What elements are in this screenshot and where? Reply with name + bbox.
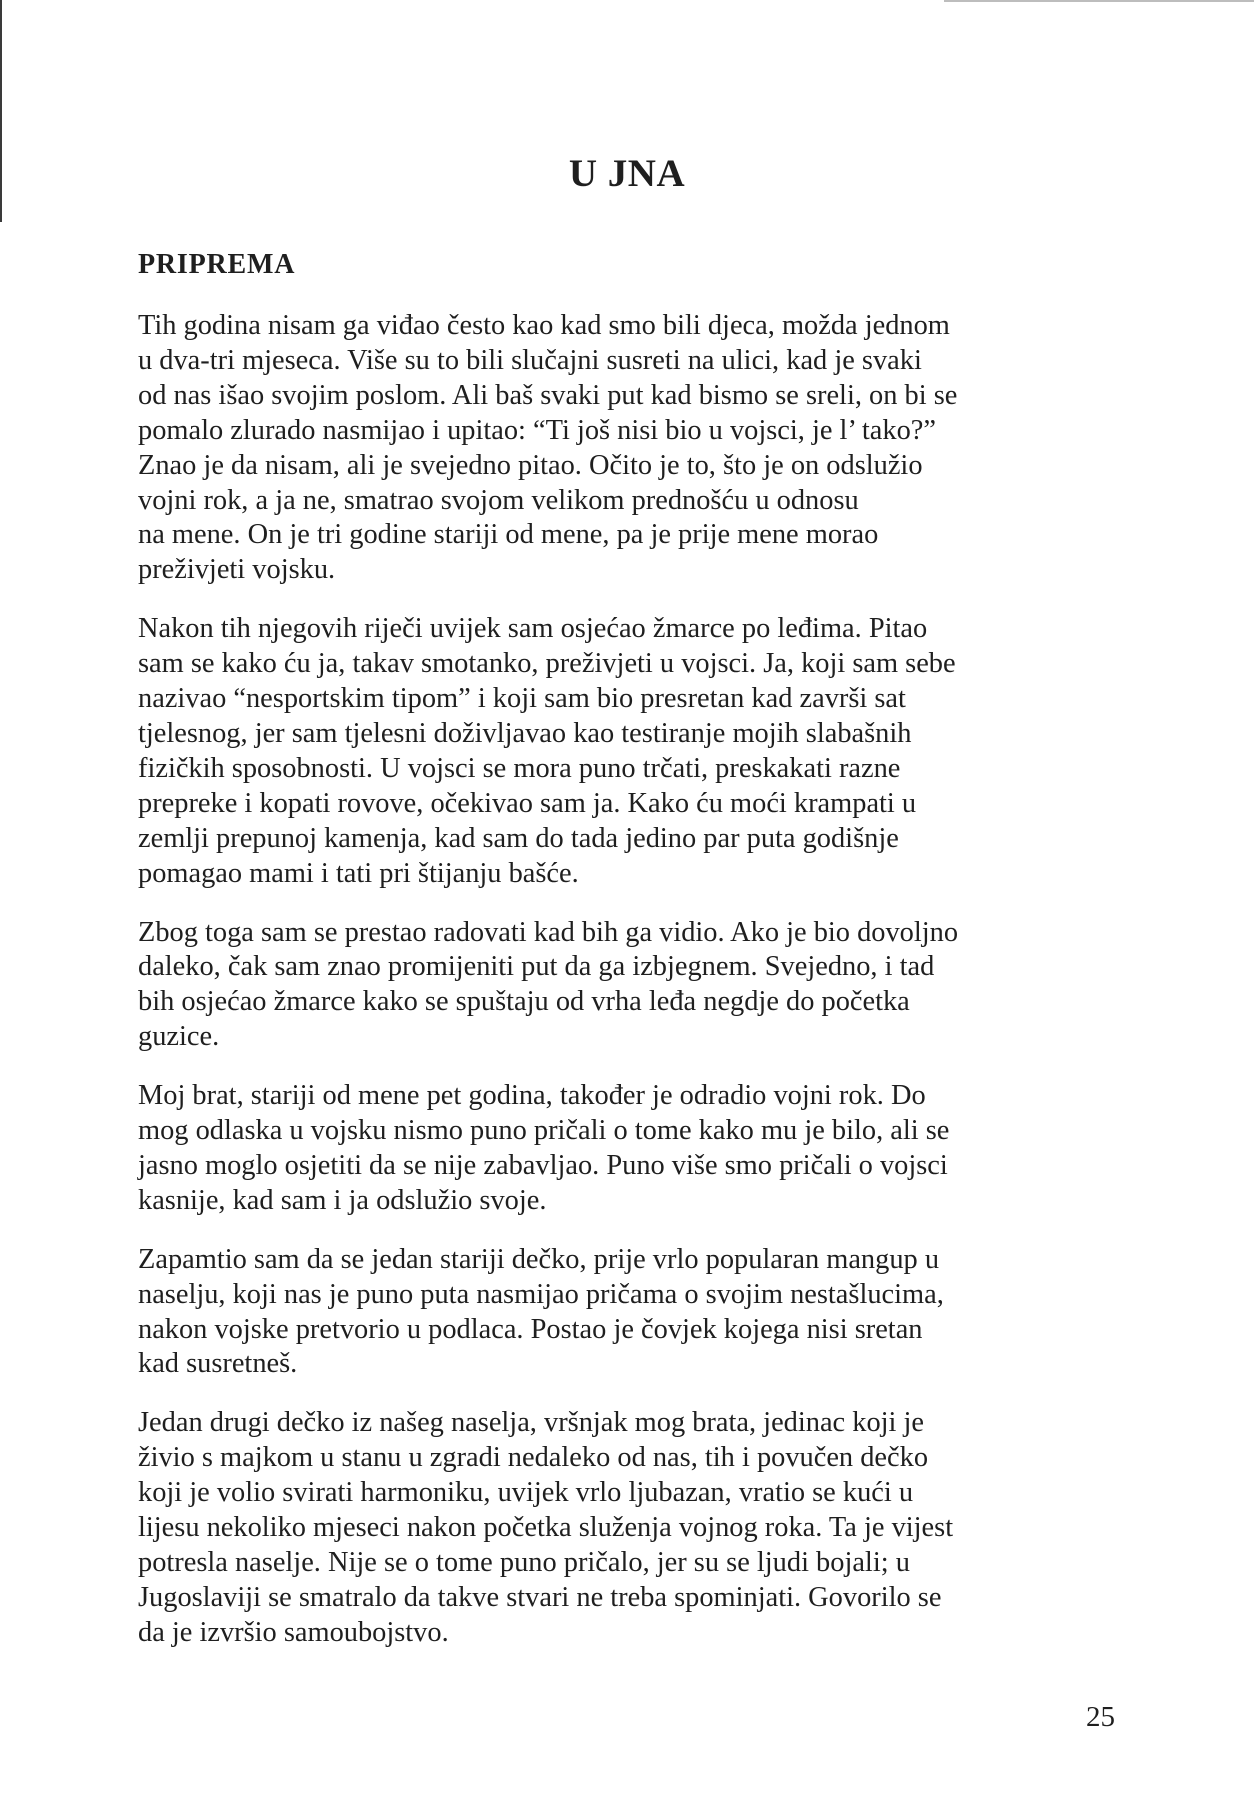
text-line: jasno moglo osjetiti da se nije zabavljao. Puno više smo pričali o vojsci bbox=[138, 1149, 948, 1181]
text-line: Znao je da nisam, ali je svejedno pitao. Očito je to, što je on odslužio bbox=[138, 449, 923, 481]
text-line: tjelesnog, jer sam tjelesni doživljavao kao testiranje mojih slabašnih bbox=[138, 717, 912, 749]
text-line: nazivao “nesportskim tipom” i koji sam bio presretan kad završi sat bbox=[138, 683, 906, 715]
text-line: daleko, čak sam znao promijeniti put da ga izbjegnem. Svejedno, i tad bbox=[138, 951, 935, 983]
text-line: Tih godina nisam ga viđao često kao kad smo bili djeca, možda jednom bbox=[138, 310, 950, 341]
text-line: kad susretneš. bbox=[138, 1348, 298, 1380]
paragraph-2 bbox=[138, 612, 1128, 891]
paragraph-1 bbox=[138, 309, 1128, 588]
text-line: živio s majkom u stanu u zgradi nedaleko od nas, tih i povučen dečko bbox=[138, 1442, 929, 1474]
paragraph-6 bbox=[138, 1406, 1128, 1650]
text-line: fizičkih sposobnosti. U vojsci se mora puno trčati, preskakati razne bbox=[138, 752, 901, 784]
text-line: vojni rok, a ja ne, smatrao svojom velikom prednošću u odnosu bbox=[138, 484, 859, 516]
text-line: da je izvršio samoubojstvo. bbox=[138, 1616, 449, 1648]
text-line: bih osjećao žmarce kako se spuštaju od vrha leđa negdje do početka bbox=[138, 986, 910, 1018]
paragraph-5 bbox=[138, 1243, 1128, 1383]
text-line: pomagao mami i tati pri štijanju bašće. bbox=[138, 857, 579, 889]
chapter-title: U JNA bbox=[568, 152, 686, 195]
text-line: mog odlaska u vojsku nismo puno pričali o tome kako mu je bilo, ali se bbox=[138, 1115, 950, 1147]
scan-edge-top bbox=[944, 0, 1254, 2]
text-line: pomalo zlurado nasmijao i upitao: “Ti još nisi bio u vojsci, je l’ tako?” bbox=[138, 414, 936, 446]
paragraph-4 bbox=[138, 1079, 1128, 1219]
text-line: naselju, koji nas je puno puta nasmijao pričama o svojim nestašlucima, bbox=[138, 1278, 944, 1310]
text-line: koji je volio svirati harmoniku, uvijek vrlo ljubazan, vratio se kući u bbox=[138, 1477, 914, 1509]
page-number: 25 bbox=[1086, 1701, 1115, 1733]
text-line: sam se kako ću ja, takav smotanko, preživjeti u vojsci. Ja, koji sam sebe bbox=[138, 648, 956, 680]
text-line: nakon vojske pretvorio u podlaca. Postao je čovjek kojega nisi sretan bbox=[138, 1313, 923, 1345]
paragraph-3 bbox=[138, 916, 1128, 1056]
section-heading: PRIPREMA bbox=[138, 249, 296, 280]
text-line: kasnije, kad sam i ja odslužio svoje. bbox=[138, 1184, 547, 1216]
text-line: u dva-tri mjeseca. Više su to bili slučajni susreti na ulici, kad je svaki bbox=[138, 344, 922, 376]
text-line: preživjeti vojsku. bbox=[138, 554, 336, 586]
text-line: lijesu nekoliko mjeseci nakon početka služenja vojnog roka. Ta je vijest bbox=[138, 1512, 954, 1544]
text-line: Jedan drugi dečko iz našeg naselja, vršnjak mog brata, jedinac koji je bbox=[138, 1407, 924, 1439]
text-line: na mene. On je tri godine stariji od mene, pa je prije mene morao bbox=[138, 519, 879, 551]
text-line: guzice. bbox=[138, 1021, 220, 1053]
body-text bbox=[138, 309, 1128, 1675]
text-line: Zbog toga sam se prestao radovati kad bih ga vidio. Ako je bio dovoljno bbox=[138, 916, 959, 948]
text-line: zemlji prepunoj kamenja, kad sam do tada jedino par puta godišnje bbox=[138, 822, 899, 854]
text-line: prepreke i kopati rovove, očekivao sam ja. Kako ću moći krampati u bbox=[138, 787, 917, 819]
text-line: potresla naselje. Nije se o tome puno pričalo, jer su se ljudi bojali; u bbox=[138, 1547, 910, 1578]
text-line: Zapamtio sam da se jedan stariji dečko, prije vrlo popularan mangup u bbox=[138, 1243, 940, 1275]
text-line: Moj brat, stariji od mene pet godina, također je odradio vojni rok. Do bbox=[138, 1080, 926, 1112]
text-line: od nas išao svojim poslom. Ali baš svaki put kad bismo se sreli, on bi se bbox=[138, 379, 958, 411]
text-line: Nakon tih njegovih riječi uvijek sam osjećao žmarce po leđima. Pitao bbox=[138, 613, 928, 645]
text-line: Jugoslaviji se smatralo da takve stvari ne treba spominjati. Govorilo se bbox=[138, 1581, 942, 1613]
